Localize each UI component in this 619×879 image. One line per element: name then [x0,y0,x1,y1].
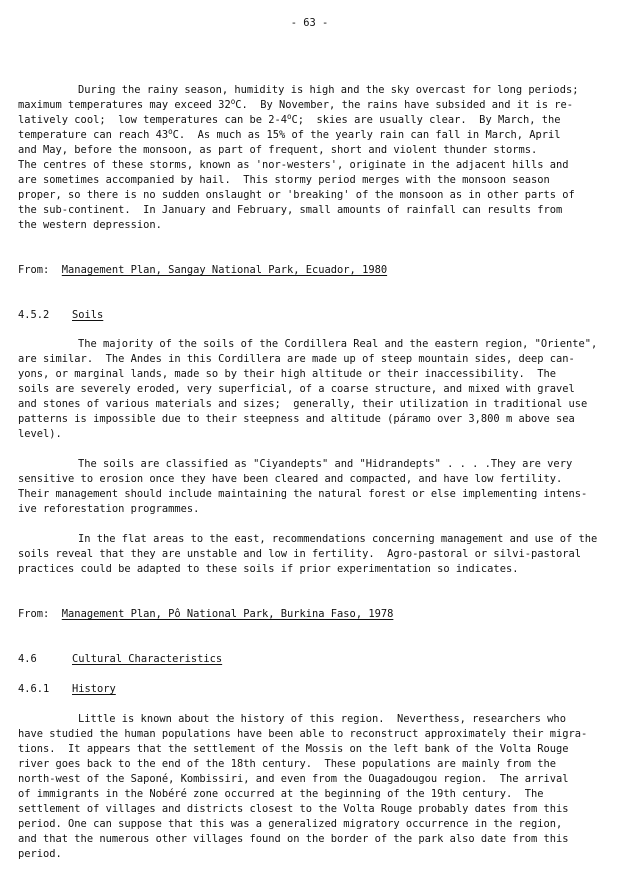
text-line: patterns is impossible due to their steepness and altitude (páramo over 3,800 m above sea [18,413,575,425]
section-number: 4.6 [18,653,37,665]
text-line: soils are severely eroded, very superficial, of a coarse structure, and mixed with gravel [18,383,575,395]
text-line: the sub-continent. In January and February, small amounts of rainfall can results from [18,204,563,216]
text-line: and May, before the monsoon, as part of frequent, short and violent thunder storms. [18,144,538,156]
text-line: and that the numerous other villages found on the border of the park also date from this [18,833,569,845]
text-line: The soils are classified as "Ciyandepts" and "Hidrandepts" . . . .They are very [78,458,573,470]
text-line: proper, so there is no sudden onslaught or 'breaking' of the monsoon as in other parts of [18,189,575,201]
text-line: latively cool; low temperatures can be 2-4$^o$C; skies are usually clear. By March, the [18,112,561,126]
source-title: Management Plan, Pô National Park, Burkina Faso, 1978 [61,608,394,620]
text-line: The centres of these storms, known as 'nor-westers', originate in the adjacent hills and [18,159,569,171]
section-title: Cultural Characteristics [72,653,223,665]
text-line: maximum temperatures may exceed 32$^o$C. By November, the rains have subsided and it is re- [18,97,574,111]
text-line: level). [18,428,62,440]
text-line: yons, or marginal lands, made so by their high altitude or their inaccessibility. The [18,368,556,380]
text-line: tions. It appears that the settlement of the Mossis on the left bank of the Volta Rouge [18,743,569,755]
text-line: Little is known about the history of this region. Neverthess, researchers who [78,713,566,725]
section-number: 4.6.1 [18,683,50,695]
text-line: north-west of the Saponé, Kombissiri, and even from the Ouagadougou region. The arrival [18,773,569,785]
text-line: ive reforestation programmes. [18,503,200,515]
text-line: temperature can reach 43$^o$C. As much as 15% of the yearly rain can fall in March, April [18,127,561,141]
text-line: river goes back to the end of the 18th century. These populations are mainly from the [18,758,556,770]
text-line: In the flat areas to the east, recommendations concerning management and use of the [78,533,598,545]
section-heading-soils [18,308,103,323]
source-title: Management Plan, Sangay National Park, Ecuador, 1980 [61,264,388,276]
section-title: Soils [72,309,104,321]
text-line: and stones of various materials and sizes; generally, their utilization in traditional use [18,398,588,410]
text-line: period. One can suppose that this was a generalized migratory occurrence in the region, [18,818,563,830]
text-line: soils reveal that they are unstable and low in fertility. Agro-pastoral or silvi-pastoral [18,548,582,560]
section-heading-history [18,682,116,697]
text-line: are similar. The Andes in this Cordillera are made up of steep mountain sides, deep can- [18,353,575,365]
text-line: practices could be adapted to these soils if prior experimentation so indicates. [18,563,519,575]
text-line: of immigrants in the Nobéré zone occurred at the beginning of the 19th century. The [18,788,544,800]
text-line: During the rainy season, humidity is high and the sky overcast for long periods; [78,84,579,96]
text-line: The majority of the soils of the Cordillera Real and the eastern region, "Oriente", [78,338,598,350]
section-title: History [72,683,116,695]
text-line: have studied the human populations have been able to reconstruct approximately their migra- [18,728,588,740]
text-line: sensitive to erosion once they have been cleared and compacted, and have low fertility. [18,473,563,485]
degree-symbol: o [168,127,173,136]
section-number: 4.5.2 [18,309,50,321]
page-number: - 63 - [290,17,329,29]
section-heading-cultural [18,652,222,667]
source-citation: From: Management Plan, Sangay National Park, Ecuador, 1980 [18,264,388,276]
degree-symbol: o [287,112,292,121]
source-citation: From: Management Plan, Pô National Park, Burkina Faso, 1978 [18,608,394,620]
text-line: Their management should include maintaining the natural forest or else implementing intens- [18,488,588,500]
text-line: period. [18,848,62,860]
text-line: settlement of villages and districts closest to the Volta Rouge probably dates from this [18,803,569,815]
text-line: the western depression. [18,219,162,231]
text-line: are sometimes accompanied by hail. This stormy period merges with the monsoon season [18,174,550,186]
degree-symbol: o [230,97,236,106]
